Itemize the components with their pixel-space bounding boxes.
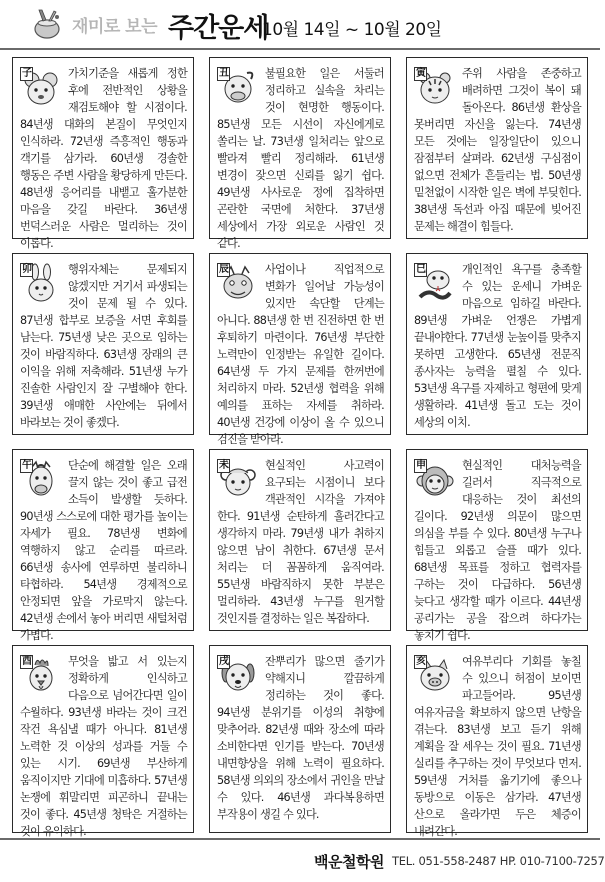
header-subtitle: 재미로 보는 (72, 17, 158, 37)
fortune-card-dragon (209, 253, 391, 446)
zodiac-character: 寅 (416, 68, 426, 79)
zodiac-character: 戌 (219, 656, 229, 667)
horse-icon (20, 459, 62, 501)
zodiac-character: 巳 (416, 264, 426, 275)
fortune-card-pig (406, 645, 588, 838)
fortune-text: 잔뿌리가 많으면 줄기가 약해지니 깔끔하게 정리하는 것이 좋다. 94년생 분위기를 이성의 취향에 맞추어라. 82년생 때와 장소에 따라 소비한다면 인기를 받는다. 70년생 내면향상을 위해 노력이 필요하다. 58년생 의외의 장소에서 귀인을 만날 수 있다. 46년생 과다복용하면 부작용이 생길 수 있다. (217, 655, 384, 821)
rabbit-icon (20, 263, 62, 305)
fortune-grid (0, 57, 600, 838)
fortune-logo-icon (30, 7, 64, 41)
fortune-text: 개인적인 욕구를 충족할 수 있는 운세니 가벼운 마음으로 임하길 바란다. 89년생 가벼운 언쟁은 가볍게 끝내야한다. 77년생 눈높이를 맞추지 못하면 고생한다. 65년생 전문직 종사자는 능력을 펼칠 수 있다. 53년생 욕구를 자제하고 형편에 맞게 생활하라. 41년생 돌고 도는 것이 세상의 이치. (414, 263, 581, 429)
contact-info: TEL. 051-558-2487 HP. 010-7100-7257 (392, 854, 605, 868)
fortune-text: 불필요한 일은 서둘러 정리하고 실속을 차리는 것이 현명한 행동이다. 85년생 모든 시선이 자신에게로 쏠리는 날. 73년생 일처리는 앞으로 빨라져 빨리 정리해라. 61년생 변경이 잦으면 신뢰를 잃기 쉽다. 49년생 사사로운 정에 집착하면 곤란한 국면에 처한다. 37년생 세상에서 가장 외로운 사람인 것 같다. (217, 67, 384, 250)
fortune-card-horse (12, 449, 194, 642)
page-footer (0, 838, 605, 882)
fortune-text: 행위자체는 문제되지 않겠지만 거기서 파생되는 것이 문제 될 수 있다. 87년생 합부로 보증을 서면 후회를 남는다. 75년생 낮은 곳으로 임하는 것이 바람직하다. 63년생 장래의 큰 이익을 위해 저축해라. 51년생 누가 진솔한 사람인지 잘 구별해야 한다. 39년생 애매한 사안에는 뒤에서 바라보는 것이 좋겠다. (20, 263, 187, 429)
fortune-text: 현실적인 사고력이 요구되는 시점이니 보다 객관적인 시각을 가져야 한다. 91년생 순탄하게 흘러간다고 생각하지 마라. 79년생 내가 취하지 않으면 남이 취한다. 67년생 문서 처리는 더 꼼꼼하게 움직여라. 55년생 바람직하지 못한 부분은 멀리하라. 43년생 누구를 원거할 것인지를 결정하는 일은 복잡하다. (217, 459, 384, 625)
fortune-text: 단순에 해결할 일은 오래 끌지 않는 것이 좋고 급전 소득이 발생할 듯하다. 90년생 스스로에 대한 평가를 높이는 자세가 필요. 78년생 변화에 역행하지 않고 순리를 따르라. 66년생 송사에 연루하면 불리하니 타협하라. 54년생 경제적으로 안정되면 앞을 가로막지 않는다. 42년생 손에서 놓아 버리면 새털처럼 가볍다. (20, 459, 187, 642)
date-range: 10월 14일 ~ 10월 20일 (262, 20, 442, 40)
fortune-card-tiger (406, 57, 588, 239)
rooster-icon (20, 655, 62, 697)
rat-icon (20, 67, 62, 109)
pig-icon (414, 655, 456, 697)
tiger-icon (414, 67, 456, 109)
fortune-card-rabbit (12, 253, 194, 435)
fortune-text: 여유부리다 기회를 놓칠 수 있으니 허점이 보이면 파고들어라. 95년생 여유자금을 확보하지 않으면 난항을 겪는다. 83년생 보고 듣기 위해 계획을 잘 세우는 것이 필요. 71년생 실리를 추구하는 것이 무엇보다 먼저. 59년생 거처를 옮기기에 좋으나 동방으로 이동은 삼가라. 47년생 산으로 올라가면 두은 체증이 내려간다. (414, 655, 581, 838)
fortune-card-dog (209, 645, 391, 833)
fortune-card-rooster (12, 645, 194, 838)
dog-icon (217, 655, 259, 697)
zodiac-character: 卯 (22, 264, 32, 275)
fortune-card-rat (12, 57, 194, 250)
zodiac-character: 未 (219, 460, 229, 471)
fortune-card-ox (209, 57, 391, 250)
fortune-text: 주위 사람을 존중하고 배려하면 그것이 복이 돼 돌아온다. 86년생 환상을 못버리면 자신을 잃는다. 74년생 모든 것에는 일장일단이 있으니 잠점부터 살펴라. 62년생 구심점이 없으면 전체가 흔들리는 법. 50년생 밑천없이 시작한 일은 벽에 부딪힌다. 38년생 독선과 아집 때문에 빚어진 문제는 해결이 힘들다. (414, 67, 581, 233)
zodiac-character: 辰 (219, 264, 229, 275)
sheep-icon (217, 459, 259, 501)
fortune-text: 사업이나 직업적으로 변화가 일어날 가능성이 있지만 속단할 단계는 아니다. 88년생 한 번 진전하면 한 번 후퇴하기 마련이다. 76년생 부단한 노력만이 인정받는 유일한 길이다. 64년생 두 가지 문제를 한꺼번에 처리하지 마라. 52년생 협력을 위해 예의를 표하는 자세를 취하라. 40년생 건강에 이상이 올 수 있으니 검진을 받아라. (217, 263, 384, 446)
fortune-card-snake (406, 253, 588, 435)
page-header (0, 0, 600, 50)
dragon-icon (217, 263, 259, 305)
fortune-card-monkey (406, 449, 588, 642)
zodiac-character: 酉 (22, 656, 32, 667)
fortune-text: 무엇을 밟고 서 있는지 정확하게 인식하고 다음으로 넘어간다면 일이 수월하다. 93년생 바라는 것이 크건 작건 욕심낼 때가 아니다. 81년생 노력한 것 이상의 성과를 거둘 수 있는 시기. 69년생 부산하게 움직이지만 기대에 미흡하다. 57년생 논쟁에 휘말리면 피곤하니 끝내는 것이 좋다. 45년생 청탁은 거절하는 것이 유익하다. (20, 655, 187, 838)
zodiac-character: 亥 (416, 656, 426, 667)
zodiac-character: 午 (22, 460, 32, 471)
fortune-card-sheep (209, 449, 391, 631)
zodiac-character: 申 (416, 460, 426, 471)
zodiac-character: 丑 (219, 68, 229, 79)
snake-icon (414, 263, 456, 305)
page-title: 주간운세 (168, 13, 269, 44)
publisher-name: 백운철학원 (314, 853, 384, 871)
ox-icon (217, 67, 259, 109)
monkey-icon (414, 459, 456, 501)
fortune-text: 가치기준을 새롭게 정한 후에 전반적인 상황을 재검토해야 할 시점이다. 84년생 대화의 본질이 무엇인지 인식하라. 72년생 즉흥적인 행동과 객기를 삼가라. 60년생 경솔한 행동은 주변 사람을 황당하게 만든다. 48년생 응어리를 내뱉고 훌가분한 마음을 갖길 바란다. 36년생 번덕스러운 사람은 멀리하는 것이 이롭다. (20, 67, 187, 250)
fortune-text: 현실적인 대처능력을 길러서 직극적으로 대응하는 것이 최선의 길이다. 92년생 의문이 많으면 의심을 부를 수 있다. 80년생 누구나 힘들고 외롭고 슬플 때가 있다. 68년생 목표를 정하고 협력자를 구하는 것이 다급하다. 56년생 늦다고 생각할 때가 이르다. 44년생 공리가는 공을 잡으려 하다가는 놓치기 쉽다. (414, 459, 581, 642)
zodiac-character: 子 (22, 68, 32, 79)
